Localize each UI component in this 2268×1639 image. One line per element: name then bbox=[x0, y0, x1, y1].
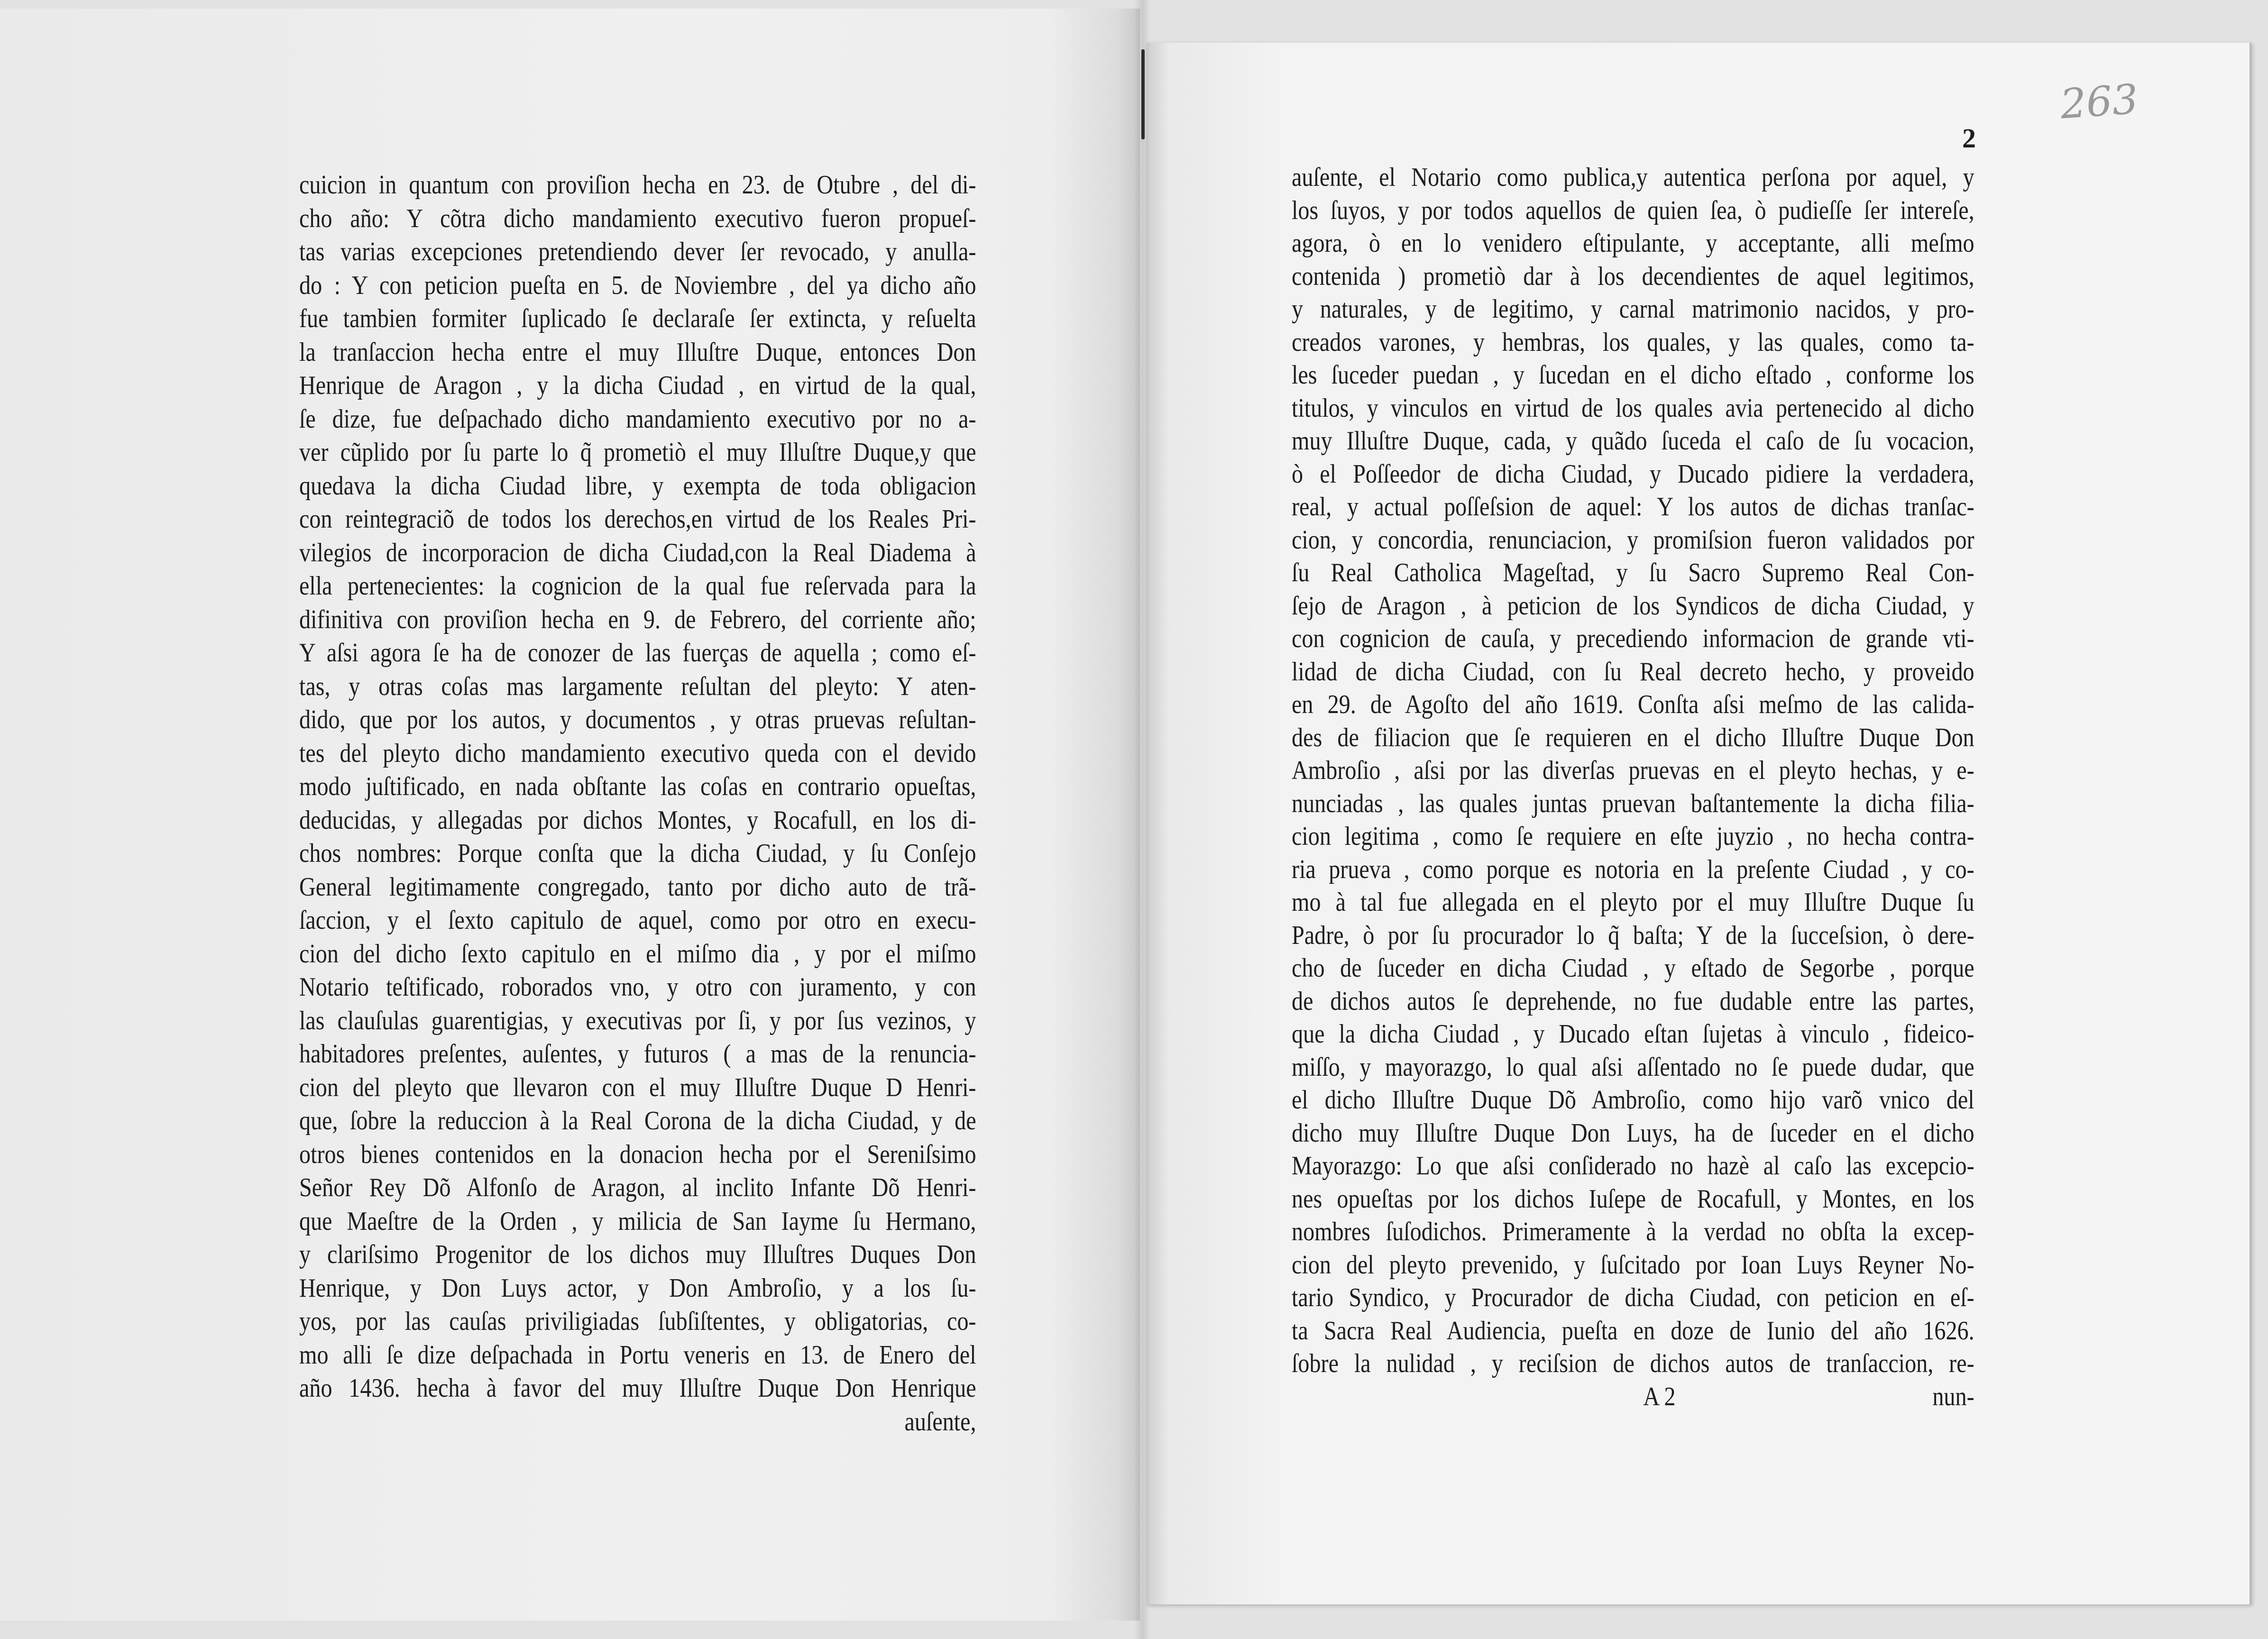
text-line: Henrique de Aragon , y la dicha Ciudad , en virtud de la qual, bbox=[299, 371, 976, 400]
text-line: ver cũplido por ſu parte lo q̃ prometiò el muy Illuſtre Duque,y que bbox=[299, 438, 976, 467]
page-footer-line bbox=[1292, 1381, 1974, 1414]
text-line: con reintegraciõ de todos los derechos,en virtud de los Reales Pri- bbox=[299, 504, 976, 534]
text-line: Ambroſio , aſsi por las diverſas pruevas en el pleyto hechas, y e- bbox=[1292, 756, 1974, 785]
text-line: creados varones, y hembras, los quales, y las quales, como ta- bbox=[1292, 327, 1974, 357]
text-line: agora, ò en lo venidero eſtipulante, y acceptante, alli meſmo bbox=[1292, 229, 1974, 258]
text-line: y naturales, y de legitimo, y carnal matrimonio nacidos, y pro- bbox=[1292, 294, 1974, 324]
text-line: nunciadas , las quales juntas pruevan baſtantemente la dicha filia- bbox=[1292, 788, 1974, 818]
text-line: ſejo de Aragon , à peticion de los Syndicos de dicha Ciudad, y bbox=[1292, 591, 1974, 621]
text-line: el dicho Illuſtre Duque Dõ Ambroſio, como hijo varõ vnico del bbox=[1292, 1085, 1974, 1115]
text-line: tas varias excepciones pretendiendo dever ſer revocado, y anulla- bbox=[299, 237, 976, 266]
text-line: miſſo, y mayorazgo, lo qual aſsi aſſentado no ſe puede dudar, que bbox=[1292, 1052, 1974, 1082]
text-line: que la dicha Ciudad , y Ducado eſtan ſujetas à vinculo , fideico- bbox=[1292, 1019, 1974, 1049]
text-line: quedava la dicha Ciudad libre, y exempta de toda obligacion bbox=[299, 471, 976, 501]
text-line: Notario teſtificado, roborados vno, y otro con juramento, y con bbox=[299, 972, 976, 1002]
text-line: cion del pleyto prevenido, y ſuſcitado por Ioan Luys Reyner No- bbox=[1292, 1250, 1974, 1280]
binding-fold bbox=[1141, 49, 1145, 139]
text-line: Padre, ò por ſu procurador lo q̃ baſta; Y de la ſucceſsion, ò dere- bbox=[1292, 920, 1974, 950]
left-page-text bbox=[299, 168, 976, 1438]
text-line: y clariſsimo Progenitor de los dichos muy Illuſtres Duques Don bbox=[299, 1240, 976, 1269]
text-line: do : Y con peticion pueſta en 5. de Noviembre , del ya dicho año bbox=[299, 270, 976, 300]
text-line: muy Illuſtre Duque, cada, y quãdo ſuceda el caſo de ſu vocacion, bbox=[1292, 426, 1974, 456]
text-line: ta Sacra Real Audiencia, pueſta en doze de Iunio del año 1626. bbox=[1292, 1316, 1974, 1346]
gutter-shadow bbox=[1134, 0, 1150, 1639]
text-line: cho de ſuceder en dicha Ciudad , y eſtado de Segorbe , porque bbox=[1292, 953, 1974, 983]
text-line: ella pertenecientes: la cognicion de la qual fue reſervada para la bbox=[299, 571, 976, 601]
text-line: cion del pleyto que llevaron con el muy Illuſtre Duque D Henri- bbox=[299, 1072, 976, 1102]
text-line: auſente, bbox=[904, 1407, 976, 1437]
text-line: nombres ſuſodichos. Primeramente à la verdad no obſta la excep- bbox=[1292, 1217, 1974, 1246]
text-line: auſente, el Notario como publica,y autentica perſona por aquel, y bbox=[1292, 163, 1974, 192]
text-line: fue tambien formiter ſuplicado ſe declaraſe ſer extincta, y reſuelta bbox=[299, 304, 976, 333]
text-line: año 1436. hecha à favor del muy Illuſtre Duque Don Henrique bbox=[299, 1373, 976, 1403]
text-line: habitadores preſentes, auſentes, y futuros ( a mas de la renuncia- bbox=[299, 1039, 976, 1069]
text-line: ſobre la nulidad , y reciſsion de dichos autos de tranſaccion, re- bbox=[1292, 1349, 1974, 1378]
text-line: chos nombres: Porque conſta que la dicha Ciudad, y ſu Conſejo bbox=[299, 839, 976, 868]
text-line: cho año: Y cõtra dicho mandamiento executivo fueron propueſ- bbox=[299, 203, 976, 233]
text-line: tario Syndico, y Procurador de dicha Ciudad, con peticion en eſ- bbox=[1292, 1283, 1974, 1312]
text-line: nes opueſtas por los dichos Iuſepe de Rocafull, y Montes, en los bbox=[1292, 1184, 1974, 1214]
text-line: cion del dicho ſexto capitulo en el miſmo dia , y por el miſmo bbox=[299, 939, 976, 969]
text-line: en 29. de Agoſto del año 1619. Conſta aſsi meſmo de las calida- bbox=[1292, 690, 1974, 719]
text-line: de dichos autos ſe deprehende, no fue dudable entre las partes, bbox=[1292, 986, 1974, 1016]
text-line: dido, que por los autos, y documentos , y otras pruevas reſultan- bbox=[299, 705, 976, 734]
text-line: Señor Rey Dõ Alfonſo de Aragon, al inclito Infante Dõ Henri- bbox=[299, 1173, 976, 1202]
catchword: nun- bbox=[1932, 1382, 1974, 1411]
text-line: contenida ) prometiò dar à los decendientes de aquel legitimos, bbox=[1292, 261, 1974, 291]
text-line: las clauſulas guarentigias, y executivas por ſi, y por ſus vezinos, y bbox=[299, 1006, 976, 1035]
text-line: cuicion in quantum con proviſion hecha en 23. de Otubre , del di- bbox=[299, 170, 976, 200]
handwritten-folio-number: 263 bbox=[2058, 75, 2140, 128]
right-page-text bbox=[1292, 161, 1974, 1413]
text-line: titulos, y vinculos en virtud de los quales avia pertenecido al dicho bbox=[1292, 393, 1974, 423]
text-line: modo juſtificado, en nada obſtante las coſas en contrario opueſtas, bbox=[299, 772, 976, 801]
text-line: ò el Poſſeedor de dicha Ciudad, y Ducado pidiere la verdadera, bbox=[1292, 459, 1974, 489]
text-line: otros bienes contenidos en la donacion hecha por el Sereniſsimo bbox=[299, 1139, 976, 1169]
text-line: dicho muy Illuſtre Duque Don Luys, ha de ſuceder en el dicho bbox=[1292, 1118, 1974, 1148]
text-line: lidad de dicha Ciudad, con ſu Real decreto hecho, y proveido bbox=[1292, 657, 1974, 687]
text-line: Henrique, y Don Luys actor, y Don Ambroſio, y a los ſu- bbox=[299, 1273, 976, 1303]
text-line: General legitimamente congregado, tanto por dicho auto de trã- bbox=[299, 872, 976, 902]
signature-mark: A 2 bbox=[1643, 1382, 1676, 1411]
text-line: deducidas, y allegadas por dichos Montes, y Rocafull, en los di- bbox=[299, 805, 976, 835]
text-line: Y aſsi agora ſe ha de conozer de las fuerças de aquella ; como eſ- bbox=[299, 638, 976, 668]
text-line: cion, y concordia, renunciacion, y promiſsion fueron validados por bbox=[1292, 525, 1974, 555]
text-line: vilegios de incorporacion de dicha Ciudad,con la Real Diadema à bbox=[299, 538, 976, 568]
text-line: real, y actual poſſeſsion de aquel: Y los autos de dichas tranſac- bbox=[1292, 492, 1974, 522]
text-line: ſu Real Catholica Mageſtad, y ſu Sacro Supremo Real Con- bbox=[1292, 558, 1974, 587]
text-line: mo alli ſe dize deſpachada in Portu veneris en 13. de Enero del bbox=[299, 1340, 976, 1370]
text-line: Mayorazgo: Lo que aſsi conſiderado no hazè al caſo las excepcio- bbox=[1292, 1151, 1974, 1181]
text-line: des de filiacion que ſe requieren en el dicho Illuſtre Duque Don bbox=[1292, 723, 1974, 752]
page-number: 2 bbox=[1962, 123, 1976, 154]
text-line: que, ſobre la reduccion à la Real Corona de la dicha Ciudad, y de bbox=[299, 1106, 976, 1135]
text-line: con cognicion de cauſa, y precediendo informacion de grande vti- bbox=[1292, 624, 1974, 653]
text-line: les ſuceder puedan , y ſucedan en el dicho eſtado , conforme los bbox=[1292, 360, 1974, 390]
text-line: ſaccion, y el ſexto capitulo de aquel, como por otro en execu- bbox=[299, 906, 976, 935]
text-line: la tranſaccion hecha entre el muy Illuſtre Duque, entonces Don bbox=[299, 337, 976, 367]
text-line: ſe dize, fue deſpachado dicho mandamiento executivo por no a- bbox=[299, 404, 976, 434]
text-line: difinitiva con proviſion hecha en 9. de Febrero, del corriente año; bbox=[299, 604, 976, 634]
text-line: que Maeſtre de la Orden , y milicia de San Iayme ſu Hermano, bbox=[299, 1206, 976, 1236]
text-line: mo à tal fue allegada en el pleyto por el muy Illuſtre Duque ſu bbox=[1292, 888, 1974, 917]
text-line: los ſuyos, y por todos aquellos de quien ſea, ò pudieſſe ſer intereſe, bbox=[1292, 195, 1974, 225]
text-line: yos, por las cauſas priviligiadas ſubſiſtentes, y obligatorias, co- bbox=[299, 1307, 976, 1336]
text-line: tes del pleyto dicho mandamiento executivo queda con el devido bbox=[299, 738, 976, 768]
text-line: ria prueva , como porque es notoria en la preſente Ciudad , y co- bbox=[1292, 854, 1974, 884]
text-line: tas, y otras coſas mas largamente reſultan del pleyto: Y aten- bbox=[299, 671, 976, 701]
text-line: cion legitima , como ſe requiere en eſte juyzio , no hecha contra- bbox=[1292, 822, 1974, 851]
